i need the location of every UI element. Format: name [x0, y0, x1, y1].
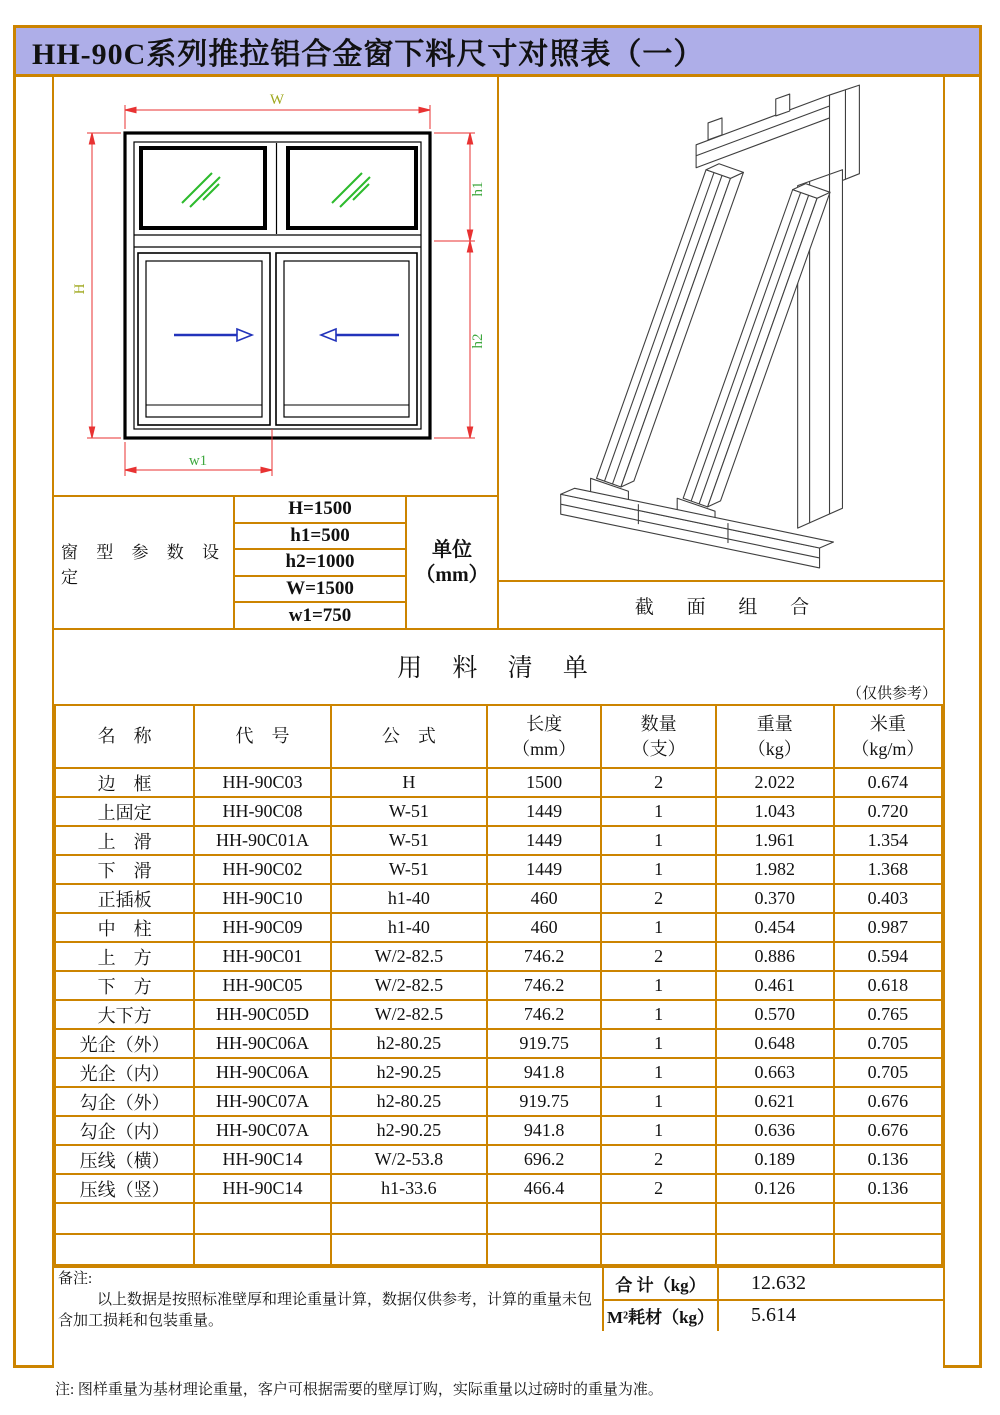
bom-cell: 746.2	[487, 942, 601, 971]
bom-cell: HH-90C03	[194, 768, 331, 797]
bom-cell: 0.621	[716, 1087, 834, 1116]
bom-cell	[331, 1234, 487, 1265]
fixed-panes	[141, 143, 416, 234]
per-sqm-label: M²耗材（kg）	[604, 1301, 719, 1332]
bom-cell: h1-40	[331, 884, 487, 913]
bom-cell: 上 方	[55, 942, 194, 971]
bom-row	[55, 1087, 942, 1116]
bom-cell: h2-80.25	[331, 1029, 487, 1058]
bom-cell	[716, 1203, 834, 1234]
remarks-box	[54, 1268, 604, 1331]
bom-title-block	[54, 630, 943, 704]
col-header-qty: 数量 （支）	[601, 705, 715, 768]
bom-cell: 1	[601, 1000, 715, 1029]
bom-cell: W-51	[331, 855, 487, 884]
bom-cell: 勾企（外）	[55, 1087, 194, 1116]
bom-cell	[716, 1234, 834, 1265]
bom-cell: 0.461	[716, 971, 834, 1000]
bom-cell: 2	[601, 1145, 715, 1174]
bom-cell: 0.676	[834, 1087, 942, 1116]
bom-cell: HH-90C07A	[194, 1116, 331, 1145]
page-title: HH-90C系列推拉铝合金窗下料尺寸对照表（一）	[32, 38, 705, 71]
bom-cell: 1	[601, 913, 715, 942]
top-track-profile	[696, 94, 829, 168]
bom-row	[55, 913, 942, 942]
bom-cell: W-51	[331, 826, 487, 855]
bom-header-row	[55, 705, 942, 768]
slide-arrow-right	[321, 329, 399, 341]
total-row	[604, 1268, 943, 1301]
bom-cell: HH-90C07A	[194, 1087, 331, 1116]
bom-cell: 0.886	[716, 942, 834, 971]
bom-cell: 2	[601, 1174, 715, 1203]
bom-cell	[331, 1203, 487, 1234]
bom-cell: 1	[601, 1058, 715, 1087]
bom-cell: 2	[601, 884, 715, 913]
bom-cell: 0.705	[834, 1029, 942, 1058]
left-panel	[54, 77, 499, 628]
bom-cell: 0.648	[716, 1029, 834, 1058]
bom-cell: 中 柱	[55, 913, 194, 942]
bom-cell: 光企（内）	[55, 1058, 194, 1087]
bom-cell	[834, 1203, 942, 1234]
bom-cell: h1-33.6	[331, 1174, 487, 1203]
dim-label-h1: h1	[470, 181, 486, 197]
bom-cell: 460	[487, 913, 601, 942]
bom-cell: 压线（横）	[55, 1145, 194, 1174]
param-values	[235, 497, 407, 628]
bom-cell: 0.705	[834, 1058, 942, 1087]
bom-cell: 1	[601, 797, 715, 826]
bom-cell: 0.618	[834, 971, 942, 1000]
bom-cell: 0.765	[834, 1000, 942, 1029]
bom-cell: 大下方	[55, 1000, 194, 1029]
bom-row	[55, 768, 942, 797]
cross-section-area	[499, 77, 945, 580]
bom-cell: HH-90C06A	[194, 1058, 331, 1087]
bom-cell	[487, 1234, 601, 1265]
col-header-formula: 公 式	[331, 705, 487, 768]
bom-cell: 正插板	[55, 884, 194, 913]
bom-cell	[194, 1203, 331, 1234]
total-value: 12.632	[751, 1271, 806, 1294]
bom-cell: 0.676	[834, 1116, 942, 1145]
bom-row	[55, 942, 942, 971]
sliding-sashes	[138, 253, 417, 425]
param-value-h2: h2=1000	[235, 550, 405, 577]
bom-cell	[55, 1234, 194, 1265]
bom-cell: 1	[601, 971, 715, 1000]
sheet-content-box	[52, 77, 945, 1368]
bom-cell: 0.663	[716, 1058, 834, 1087]
bom-row	[55, 1000, 942, 1029]
bom-cell: W/2-82.5	[331, 942, 487, 971]
bom-cell: h2-90.25	[331, 1058, 487, 1087]
param-value-h1: h1=500	[235, 524, 405, 551]
bom-cell: h1-40	[331, 913, 487, 942]
bom-cell: 0.136	[834, 1174, 942, 1203]
bom-cell: 0.454	[716, 913, 834, 942]
bom-empty-row	[55, 1203, 942, 1234]
unit-mm: （mm）	[415, 563, 489, 586]
bom-cell: 696.2	[487, 1145, 601, 1174]
bom-cell: HH-90C01	[194, 942, 331, 971]
dim-label-h: H	[72, 283, 88, 295]
per-sqm-value: 5.614	[751, 1304, 796, 1327]
bom-cell: HH-90C02	[194, 855, 331, 884]
bom-cell: W/2-82.5	[331, 1000, 487, 1029]
bom-cell: 1449	[487, 797, 601, 826]
bom-cell: HH-90C10	[194, 884, 331, 913]
col-header-length: 长度 （mm）	[487, 705, 601, 768]
bom-empty-row	[55, 1234, 942, 1265]
bom-cell: 746.2	[487, 971, 601, 1000]
bom-cell: 0.636	[716, 1116, 834, 1145]
bom-cell: 460	[487, 884, 601, 913]
bom-cell	[601, 1234, 715, 1265]
bom-row	[55, 797, 942, 826]
bom-cell: HH-90C06A	[194, 1029, 331, 1058]
bom-cell: 2	[601, 942, 715, 971]
bom-cell: 2	[601, 768, 715, 797]
remarks-text: 以上数据是按照标准壁厚和理论重量计算，数据仅供参考，计算的重量未包含加工损耗和包装重量。	[58, 1292, 593, 1329]
bom-cell: 1449	[487, 826, 601, 855]
param-value-W: W=1500	[235, 577, 405, 604]
bom-row	[55, 1145, 942, 1174]
remarks-label: 备注:	[58, 1271, 93, 1287]
bom-footer	[54, 1266, 943, 1331]
bom-cell	[487, 1203, 601, 1234]
section-caption: 截 面 组 合	[499, 580, 945, 628]
param-caption: 窗 型 参 数 设 定	[54, 497, 235, 628]
bom-cell: 941.8	[487, 1116, 601, 1145]
bom-cell: HH-90C05D	[194, 1000, 331, 1029]
bom-cell: 下 方	[55, 971, 194, 1000]
bom-cell: 1	[601, 826, 715, 855]
bom-cell: h2-80.25	[331, 1087, 487, 1116]
total-label: 合 计（kg）	[604, 1268, 719, 1299]
bom-row	[55, 884, 942, 913]
dim-label-h2: h2	[470, 333, 486, 349]
bom-cell: H	[331, 768, 487, 797]
col-header-code: 代 号	[194, 705, 331, 768]
bom-cell: HH-90C09	[194, 913, 331, 942]
bom-row	[55, 1116, 942, 1145]
bom-row	[55, 1174, 942, 1203]
bom-cell: 0.674	[834, 768, 942, 797]
bom-cell: 466.4	[487, 1174, 601, 1203]
bom-cell: 1.982	[716, 855, 834, 884]
per-sqm-row	[604, 1301, 943, 1332]
bom-cell: 1.354	[834, 826, 942, 855]
slide-arrow-left	[174, 329, 252, 341]
bom-cell: 1	[601, 1029, 715, 1058]
param-value-H: H=1500	[235, 497, 405, 524]
bom-cell: W-51	[331, 797, 487, 826]
bom-cell: 0.720	[834, 797, 942, 826]
bom-cell: HH-90C14	[194, 1174, 331, 1203]
bom-cell: 2.022	[716, 768, 834, 797]
right-panel	[499, 77, 945, 628]
bom-cell: 光企（外）	[55, 1029, 194, 1058]
right-jamb-profile	[830, 85, 860, 186]
col-header-weight: 重量 （kg）	[716, 705, 834, 768]
col-header-name: 名 称	[55, 705, 194, 768]
bom-cell: HH-90C14	[194, 1145, 331, 1174]
bom-cell: 1.043	[716, 797, 834, 826]
window-parameters-table	[54, 495, 497, 628]
bom-table	[54, 704, 943, 1266]
dim-label-w: W	[269, 92, 285, 108]
bom-row	[55, 826, 942, 855]
bom-cell	[55, 1203, 194, 1234]
bom-cell: 0.136	[834, 1145, 942, 1174]
totals-box	[604, 1268, 943, 1331]
bom-cell: 勾企（内）	[55, 1116, 194, 1145]
bom-cell: 1.368	[834, 855, 942, 884]
bom-cell: HH-90C05	[194, 971, 331, 1000]
sheet-title-bar	[13, 25, 982, 77]
reference-note: （仅供参考）	[846, 686, 937, 702]
bom-row	[55, 971, 942, 1000]
bom-cell: 919.75	[487, 1087, 601, 1116]
bom-row	[55, 1058, 942, 1087]
upper-section	[54, 77, 943, 628]
bom-cell: W/2-82.5	[331, 971, 487, 1000]
col-header-unit-weight: 米重 （kg/m）	[834, 705, 942, 768]
bom-section	[54, 628, 943, 1331]
bom-cell: HH-90C01A	[194, 826, 331, 855]
bom-cell: 941.8	[487, 1058, 601, 1087]
bom-cell: 下 滑	[55, 855, 194, 884]
bom-cell: 压线（竖）	[55, 1174, 194, 1203]
bom-cell: 上 滑	[55, 826, 194, 855]
window-elevation-diagram	[54, 77, 499, 495]
bom-cell: 0.403	[834, 884, 942, 913]
bom-cell: W/2-53.8	[331, 1145, 487, 1174]
bom-cell: 0.987	[834, 913, 942, 942]
bom-cell: 1	[601, 1116, 715, 1145]
bom-cell: 0.594	[834, 942, 942, 971]
bom-cell: 919.75	[487, 1029, 601, 1058]
bom-cell: 1.961	[716, 826, 834, 855]
bom-cell: 1	[601, 855, 715, 884]
window-elevation-area	[54, 77, 497, 495]
unit-cell	[407, 497, 497, 628]
bom-cell: 1449	[487, 855, 601, 884]
bom-cell: 边 框	[55, 768, 194, 797]
bom-cell: 1500	[487, 768, 601, 797]
unit-label: 单位	[432, 538, 472, 561]
bom-cell	[834, 1234, 942, 1265]
bom-cell	[601, 1203, 715, 1234]
bom-cell: 0.189	[716, 1145, 834, 1174]
bottom-note: 注: 图样重量为基材理论重量，客户可根据需要的壁厚订购，实际重量以过磅时的重量为准。	[55, 1382, 663, 1398]
bom-cell: 0.370	[716, 884, 834, 913]
bom-cell: h2-90.25	[331, 1116, 487, 1145]
bom-cell	[194, 1234, 331, 1265]
bom-row	[55, 855, 942, 884]
bom-cell: 上固定	[55, 797, 194, 826]
bom-cell: 0.570	[716, 1000, 834, 1029]
bom-cell: HH-90C08	[194, 797, 331, 826]
cross-section-drawing	[499, 77, 945, 580]
dim-label-w1: w1	[188, 453, 208, 469]
bom-cell: 0.126	[716, 1174, 834, 1203]
param-value-w1: w1=750	[288, 604, 352, 626]
bom-cell: 1	[601, 1087, 715, 1116]
bom-row	[55, 1029, 942, 1058]
bom-title: 用 料 清 单	[397, 655, 600, 682]
bom-cell: 746.2	[487, 1000, 601, 1029]
